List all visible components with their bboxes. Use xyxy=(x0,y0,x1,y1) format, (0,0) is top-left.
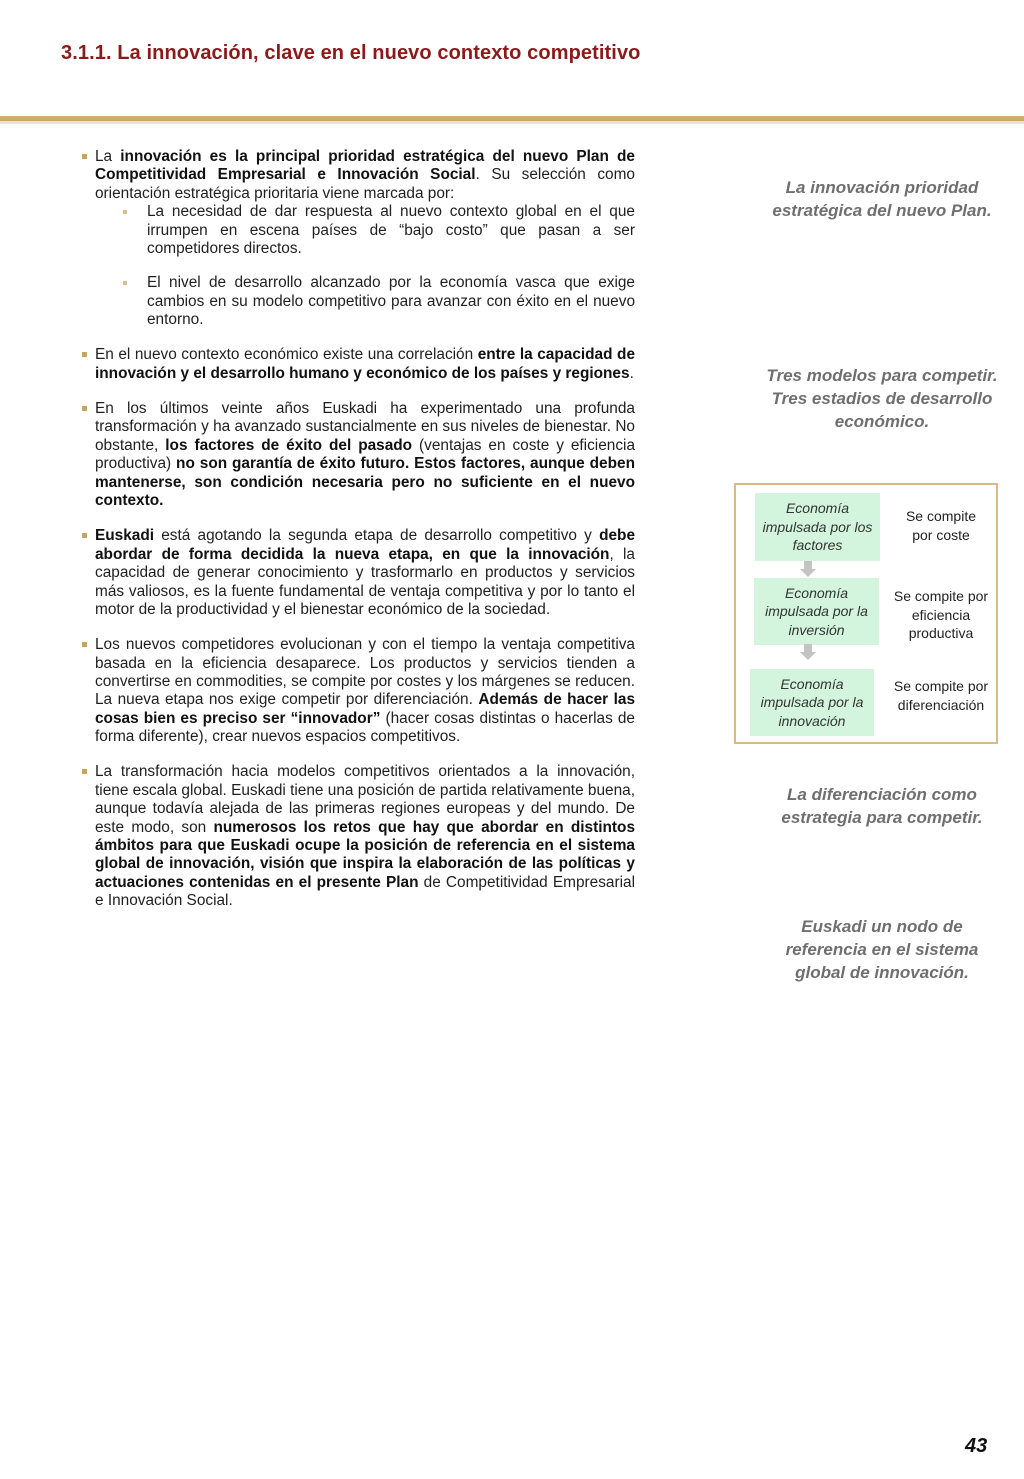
development-stages-diagram xyxy=(734,483,998,744)
bullet-square-icon xyxy=(82,642,87,647)
bullet-text-bold: Euskadi xyxy=(95,527,155,545)
bullet-square-icon xyxy=(82,533,87,538)
bullet-square-icon xyxy=(82,406,87,411)
bullet-text-segment: de Competitividad Empresarial e Innovación Social. xyxy=(95,873,635,910)
stage-label: Economía impulsada por la inversión xyxy=(765,584,868,638)
stage-note: Se compite por eficiencia productiva xyxy=(893,588,989,641)
bullet-item xyxy=(81,636,635,746)
bullet-text-segment: La xyxy=(95,148,121,165)
sub-bullet-text: El nivel de desarrollo alcanzado por la economía vasca que exige cambios en su modelo competitivo para avanzar con éxito en el nuevo entorno. xyxy=(147,274,635,329)
bullet-text-segment: En los últimos veinte años Euskadi ha experimentado una profunda transformación y ha avanzado sustancialmente en sus niveles de bienestar. No obstante, xyxy=(95,400,635,454)
bullet-item xyxy=(81,400,635,510)
stage-box xyxy=(755,493,880,561)
bullet-text-segment: La transformación hacia modelos competitivos orientados a la innovación, tiene escala global. Euskadi tiene una posición de partida relativamente buena, aunque todavía alejada de las primeras regiones europeas y del mundo. De este modo, son xyxy=(95,763,635,836)
down-arrow-icon xyxy=(800,644,816,660)
bullet-text-bold: no son garantía de éxito futuro. Estos factores, aunque deben mantenerse, son condición necesaria pero no suficiente en el nuevo contexto. xyxy=(95,455,635,510)
sub-bullet-square-icon xyxy=(123,281,127,285)
bullet-item xyxy=(81,527,635,619)
bullet-text-segment: . xyxy=(629,364,634,382)
bullet-list xyxy=(81,148,635,911)
section-title: 3.1.1. La innovación, clave en el nuevo contexto competitivo xyxy=(61,42,641,64)
bullet-square-icon xyxy=(82,154,87,159)
bullet-item xyxy=(81,763,635,910)
sidebar-note: Euskadi un nodo de referencia en el sistema global de innovación. xyxy=(785,917,979,982)
bullet-item xyxy=(81,148,635,330)
sub-bullet-list xyxy=(95,203,635,329)
bullet-text-segment: Los nuevos competidores evolucionan y con el tiempo la ventaja competitiva basada en la eficiencia desaparece. Los productos y servicios tienden a convertirse en commodities, se compite por costes y los márgenes se reducen. La nueva etapa nos exige competir por diferenciación. xyxy=(95,636,635,709)
sidebar-note: Tres modelos para competir. Tres estadios de desarrollo económico. xyxy=(766,366,998,431)
sub-bullet-item xyxy=(95,203,635,258)
stage-note: Se compite por diferenciación xyxy=(893,678,989,713)
bullet-text-segment: está agotando la segunda etapa de desarrollo competitivo y xyxy=(154,527,600,545)
sidebar-note: La diferenciación como estrategia para competir. xyxy=(781,785,983,827)
bullet-text-bold: numerosos los retos que hay que abordar en distintos ámbitos para que Euskadi ocupe la posición de referencia en el sistema global de innovación, visión que inspira la elaboración de las políticas y actuaciones contenidas en el presente Plan xyxy=(95,818,636,891)
stage-box xyxy=(750,669,874,736)
bullet-text-bold: innovación es la principal prioridad estratégica del nuevo Plan de Competitividad Empresarial e Innovación Social xyxy=(95,148,635,184)
bullet-text-bold: entre la capacidad de innovación y el desarrollo humano y económico de los países y regiones xyxy=(95,346,636,382)
bullet-square-icon xyxy=(82,769,87,774)
bullet-text-bold: Además de hacer las cosas bien es preciso ser “innovador” xyxy=(95,691,635,727)
bullet-text-segment: En el nuevo contexto económico existe una correlación xyxy=(95,346,478,364)
down-arrow-icon xyxy=(800,561,816,577)
bullet-text-segment: . Su selección como orientación estratégica prioritaria viene marcada por: xyxy=(95,166,635,202)
bullet-square-icon xyxy=(82,352,87,357)
sub-bullet-text: La necesidad de dar respuesta al nuevo contexto global en el que irrumpen en escena países de “bajo costo” que pasan a ser competidores directos. xyxy=(147,203,635,258)
header-rule-shadow xyxy=(0,121,1024,124)
sub-bullet-item xyxy=(95,274,635,329)
bullet-item xyxy=(81,346,635,383)
bullet-text-segment: (hacer cosas distintas o hacerlas de forma diferente), crear nuevos espacios competitivos. xyxy=(95,709,635,746)
bullet-text-bold: los factores de éxito del pasado xyxy=(165,436,413,454)
stage-label: Economía impulsada por la innovación xyxy=(760,675,864,729)
sidebar-note: La innovación prioridad estratégica del nuevo Plan. xyxy=(772,178,992,220)
stage-box xyxy=(754,578,879,645)
bullet-text-bold: debe abordar de forma decidida la nueva etapa, en que la innovación xyxy=(95,527,635,563)
stage-note: Se compite por coste xyxy=(905,508,977,543)
sub-bullet-square-icon xyxy=(123,210,127,214)
page-number: 43 xyxy=(965,1435,988,1457)
bullet-text-segment: (ventajas en coste y eficiencia productiva) xyxy=(95,436,636,473)
stage-label: Economía impulsada por los factores xyxy=(762,500,873,554)
main-text-column xyxy=(81,148,635,927)
bullet-text-segment: , la capacidad de generar conocimiento y trasformarlo en productos y servicios más valiosos, es la fuente fundamental de ventaja competitiva y por lo tanto el motor de la productividad y el bienestar económico de la sociedad. xyxy=(95,545,635,618)
